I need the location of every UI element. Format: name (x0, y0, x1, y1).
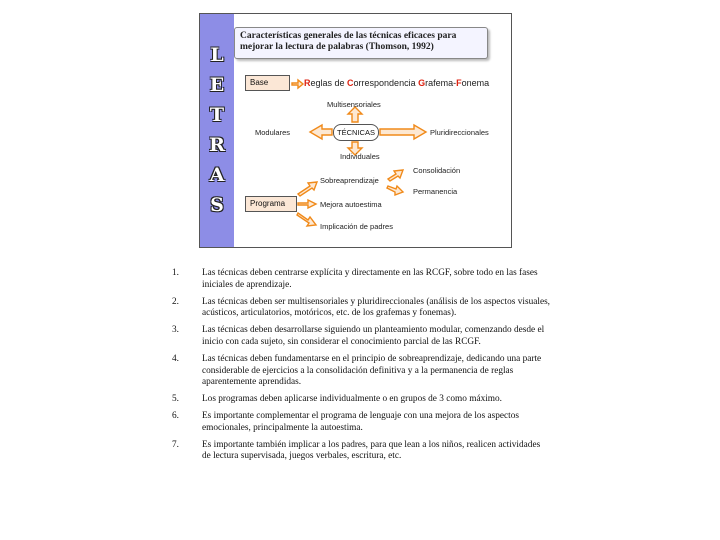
rule-text: onema (461, 78, 490, 88)
sidebar-letter: A (209, 164, 225, 186)
permanencia-arrow (387, 186, 403, 195)
list-text: Los programas deben aplicarse individualmente o en grupos de 3 como máximo. (202, 394, 503, 405)
list-number: 1. (172, 268, 179, 278)
programa-arrow-up (298, 182, 317, 196)
up-arrow (348, 107, 362, 122)
sidebar-letter: L (210, 44, 224, 66)
consolidacion-arrow (388, 170, 403, 181)
base-arrow (292, 80, 303, 88)
rule-text: orrespondencia (353, 78, 419, 88)
list-text: Las técnicas deben ser multisensoriales y pluridireccionales (análisis de los aspectos visuales, acústicos, articulatorios, motóricos, etc. de los grafemas y fonemas). (202, 296, 551, 319)
list-number: 5. (172, 394, 179, 405)
padres-label: Implicación de padres (320, 222, 393, 231)
left-arrow (310, 125, 332, 139)
list-number: 2. (172, 296, 179, 307)
rule-letter: G (418, 78, 426, 88)
list-item (165, 268, 550, 292)
list-item (165, 411, 550, 435)
figure-title: Características generales de las técnicas eficaces para mejorar la lectura de palabras (Thomson, 1992) (234, 27, 488, 59)
pluridireccionales-label: Pluridireccionales (430, 128, 489, 137)
modulares-label: Modulares (255, 128, 291, 137)
list-item (165, 354, 550, 389)
tecnicas-label: TÉCNICAS (337, 128, 375, 137)
list-text: Las técnicas deben centrarse explícita y directamente en las RCGF, sobre todo en las fases iniciales de aprendizaje. (202, 268, 538, 290)
sidebar-letter: T (209, 104, 225, 126)
autoestima-label: Mejora autoestima (320, 200, 382, 209)
list-text: Es importante también implicar a los padres, para que lean a los niños, realicen actividades de lectura supervisada, juegos verbales, escritura, etc. (202, 439, 541, 462)
programa-label: Programa (250, 199, 286, 208)
consolidacion-label: Consolidación (413, 166, 461, 175)
list-number: 6. (172, 410, 179, 421)
list-item (165, 325, 550, 349)
sidebar-letter: R (209, 134, 225, 156)
list-item (165, 394, 550, 406)
permanencia-label: Permanencia (413, 187, 458, 196)
list-number: 4. (172, 353, 179, 364)
individuales-label: Individuales (340, 152, 380, 161)
rule-text: eglas de (310, 78, 348, 88)
programa-arrow-mid (298, 200, 316, 208)
multisensoriales-label: Multisensoriales (327, 100, 381, 109)
list-text: Es importante complementar el programa de lenguaje con una mejora de los aspectos emocionales, principalmente la autoestima. (202, 410, 520, 433)
list-text: Las técnicas deben fundamentarse en el principio de sobreaprendizaje, dedicando una parte considerable de ejercicios a la consolidación definitiva y a la permanencia de reglas aparentemente aprendidas. (202, 353, 542, 388)
sidebar-letter: S (210, 194, 224, 216)
list-text: Las técnicas deben desarrollarse siguiendo un planteamiento modular, comenzando desde el inicio con cada sujeto, sin considerar el conocimiento parcial de las RCGF. (202, 325, 545, 347)
right-arrow (380, 125, 426, 139)
rule-letter: R (304, 78, 311, 88)
rule-letter: F (456, 78, 462, 88)
characteristics-list (165, 268, 550, 463)
tecnicas-node (333, 124, 379, 141)
programa-arrow-down (297, 213, 316, 226)
base-label: Base (250, 78, 269, 87)
rule-text: rafema- (425, 78, 457, 88)
list-item (165, 440, 550, 464)
list-number: 3. (172, 325, 179, 336)
rule-letter: C (347, 78, 354, 88)
list-number: 7. (172, 439, 179, 450)
figure-panel (199, 13, 512, 248)
programa-box (245, 196, 297, 212)
sidebar-letter: E (209, 74, 225, 96)
list-item (165, 297, 550, 321)
sobreaprendizaje-label: Sobreaprendizaje (320, 176, 379, 185)
